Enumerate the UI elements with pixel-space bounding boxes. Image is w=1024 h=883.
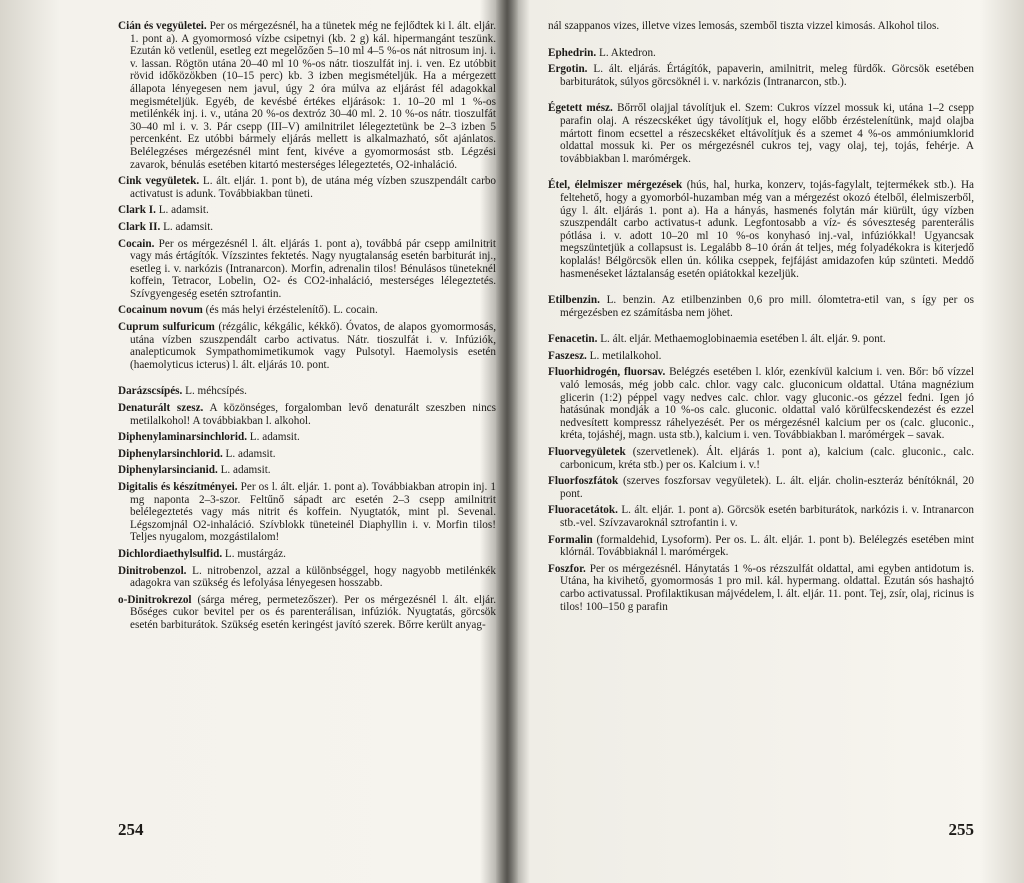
entry-text: Per os mérgezésnél, ha a tünetek még ne fejlődtek ki l. ált. eljár. 1. pont a). A gyomormosó vízbe csipetnyi (kb. 2 g) kál. hipermangánt teszünk. Ezután kö vetlenül, esetleg ezt megelőzően 5–10 ml 4–5 %-os nát nitrosum inj. i. v. lassan. Rögtön utána 20–40 ml 10 %-os nátr. tioszulfát inj. i. ven. Ez utóbbit rövid időközökben (10–15 perc) kb. 3 izben megismételjük. Ha a mérgezett állapota lényegesen nem javul, úgy 2 óra múlva az eljárást fél adagokkal megismételjük. Egyéb, de kevésbé értékes eljárások: 1. 10–20 ml 1 %-os metilénkék inj. i. v., utána 20 %-os dextróz 30–40 ml. 2. 10 %-os nátr. tioszulfát 30–40 ml i. v. 3. Pár csepp (III–V) amilnitrilet lélegeztetünk be 2–3 izben 5 percenként. Ez utóbbi bármely eljárás mellett is alkalmazható, sőt ajánlatos. Belélegzéses mérgezésnél mint fent, kivéve a gyomormosást stb. Légzési zavarok, bénulás esetében kitartó mesterséges lélegeztetés, O2-inhaláció. (130, 20, 497, 171)
entry-text: L. Aktedron. (598, 46, 656, 59)
book-gutter (496, 0, 518, 883)
dictionary-entry (548, 102, 974, 165)
right-page-entries (548, 20, 974, 613)
entry-text: L. metilalkohol. (589, 349, 662, 362)
entry-headword: Ephedrin. (548, 46, 597, 59)
entry-text: nál szappanos vizes, illetve vizes lemosás, szemből tiszta vizzel kimosás. Alkohol tilos. (548, 20, 940, 32)
dictionary-entry (118, 321, 496, 371)
entry-headword: Foszfor. (548, 562, 586, 575)
entry-text: L. benzin. Az etilbenzinben 0,6 pro mill. ólomtetra-etil van, s így per os mérgezésben ez számításba nem jöhet. (560, 294, 974, 319)
entry-headword: Denaturált szesz. (118, 402, 204, 415)
dictionary-entry (548, 294, 974, 319)
entry-text: L. nitrobenzol, azzal a különbséggel, hogy nagyobb metilénkék adagokra van szükség és lefolyása lényegesen hosszabb. (130, 564, 496, 590)
entry-text: Bőrről olajjal távolítjuk el. Szem: Cukros vízzel mossuk ki, utána 1–2 csepp parafin olaj. A részecskéket úgy távolítjuk el, hogy előbb érzéstelenítünk, majd olajba mártott finom ecsettel a részecskéket eltávolítjuk és a szemet 4 %-os ammóniumklorid oldattal mossuk ki. Per os mérgezésnél cukros tej, vagy olaj, tej, tojás, fehérje. A továbbiakban l. marómérgek. (560, 102, 974, 165)
entry-headword: Fluoracetátok. (548, 504, 618, 517)
right-page-number: 255 (948, 820, 974, 839)
dictionary-entry (548, 47, 974, 60)
dictionary-entry (118, 385, 496, 398)
dictionary-entry (548, 446, 974, 471)
dictionary-entry (548, 504, 974, 529)
dictionary-entry (118, 565, 496, 590)
entry-headword: Fenacetin. (548, 333, 598, 346)
entry-text: Per os mérgezésnél l. ált. eljárás 1. pont a), továbbá pár csepp amilnitrit vagy más értágítók. Vízszintes fektetés. Nagy nyugtalanság esetén barbiturát inj., esetleg i. v. narkózis (Intranarcon). Morfin, adrenalin tilos! Bénulásos tüneteknél koffein, Tetracor, Lobelin, O2- és CO2-inhaláció, mesterséges lélegeztetés. Szívgyengeség esetén sztrofantin. (130, 237, 496, 300)
entry-headword: Fluorhidrogén, fluorsav. (548, 366, 666, 379)
dictionary-entry (548, 63, 974, 88)
entry-text: L. méhcsípés. (185, 385, 247, 398)
dictionary-entry (118, 402, 496, 427)
dictionary-entry (548, 350, 974, 363)
left-page-entries (118, 20, 496, 632)
entry-headword: Faszesz. (548, 349, 587, 362)
entry-text: (hús, hal, hurka, konzerv, tojás-fagylalt, tejtermékek stb.). Ha feltehető, hogy a gyomorból-huzamban még van a mérgezést okozó ételből, élelmiszerből, úgy l. ált. eljárás 1. pont a). Ha a hányás, hasmenés folytán már kiürült, úgy vízben szuszpendált carbo activatus-t adunk. Legfontosabb a víz- és sóveszteség parenterális pótlása i. v. adott 10–20 ml 10 %-os konyhasó inj.-val, infúziókkal! Ugyancsak megszüntetjük a collapsust is. Legalább 8–10 órán át teljes, még folyadékokra is kiterjedő koplalás! Bélgörcsök ellen ún. kólika cseppek, fejfájást amidazofen kúp szünteti. Meddő hasmenéseket láztalanság esetén opiátokkal kezeljük. (560, 179, 974, 280)
entry-headword: Cocain. (118, 237, 155, 250)
entry-text: L. mustárgáz. (224, 547, 286, 560)
dictionary-entry (548, 179, 974, 280)
entry-text: (szervetlenek). Ált. eljárás 1. pont a), kalcium (calc. gluconic., calc. carbonicum, kréta stb.) per os. Kalcium i. v.! (560, 446, 974, 471)
entry-text: L. adamsit. (249, 431, 300, 444)
entry-headword: o-Dinitrokrezol (118, 593, 192, 606)
entry-headword: Fluorfoszfátok (548, 475, 619, 488)
entry-headword: Cocainum novum (118, 304, 203, 317)
entry-headword: Fluorvegyületek (548, 446, 626, 459)
dictionary-entry (118, 594, 496, 632)
entry-text: (formaldehid, Lysoform). Per os. L. ált. eljár. 1. pont b). Belélegzés esetében mint klórnál. Továbbiaknál l. marómérgek. (560, 533, 975, 559)
entry-text: L. ált. eljár. 1. pont a). Görcsök esetén barbiturátok, narkózis i. v. Intranarcon stb.-vel. Szívzavaroknál sztrofantin i. v. (560, 504, 975, 529)
entry-headword: Diphenylarsinchlorid. (118, 447, 223, 460)
dictionary-entry (118, 548, 496, 561)
entry-headword: Étel, élelmiszer mérgezések (548, 179, 683, 192)
entry-headword: Clark I. (118, 204, 156, 217)
dictionary-entry (118, 175, 496, 200)
entry-headword: Clark II. (118, 220, 161, 233)
entry-headword: Diphenylarsincianid. (118, 464, 218, 477)
entry-text: (szerves foszforsav vegyületek). L. ált. eljár. cholin-eszteráz bénítóknál, 20 pont. (560, 475, 974, 500)
entry-headword: Etilbenzin. (548, 294, 600, 307)
dictionary-entry (118, 20, 496, 171)
entry-text: L. ált. eljár. Methaemoglobinaemia esetében l. ált. eljár. 9. pont. (600, 333, 886, 346)
dictionary-entry (118, 221, 496, 234)
dictionary-entry (118, 481, 496, 544)
entry-text: A közönséges, forgalomban levő denaturált szeszben nincs metilalkohol! A továbbiakban l. alkohol. (130, 402, 497, 427)
left-page (118, 20, 497, 839)
entry-headword: Cink vegyületek. (118, 175, 200, 188)
entry-headword: Dichlordiaethylsulfid. (118, 547, 223, 560)
entry-text: (sárga méreg, permetezőszer). Per os mérgezésnél l. ált. eljár. Bőséges cukor bevitel per os és parenterálisan, infúziók. Nyugtatás, görcsök esetén barbiturátok. Szükség esetén keringést javító szerek. Bőrre került anyag- (130, 593, 497, 631)
entry-headword: Cián és vegyületei. (118, 20, 207, 32)
entry-headword: Digitalis és készítményei. (118, 481, 238, 493)
dictionary-entry (548, 534, 974, 559)
entry-headword: Diphenylaminarsinchlorid. (118, 431, 247, 444)
dictionary-entry (118, 464, 496, 477)
entry-headword: Formalin (548, 533, 593, 546)
entry-text: L. adamsit. (225, 447, 276, 460)
entry-text: Belégzés esetében l. klór, ezenkívül kalcium i. ven. Bőr: bő vízzel való lemosás, még jobb calc. chlor. vagy calc. gluconicum oldattal. Utána magnézium glicerin (1:2) péppel vagy nedves calc. chlor. vagy gluconic.-os gézzel fedni. Igen jó hatásúnak mondják a 10 %-os calc. gluconic. oldattal való körülfecskendezést és ezzel nedvesített kompressz ráhelyezését. Per os mérgezésnél kalcium per os (calc. gluconic., kréta, tojáshéj, magn. usta stb.), kalcium i. ven. Továbbiakban l. marómérgek – savak. (560, 366, 974, 442)
dictionary-entry (548, 20, 974, 33)
entry-text: Per os mérgezésnél. Hánytatás 1 %-os rézszulfát oldattal, ami egyben antidotum is. Utána, ha kivihető, gyomormosás 1 pro mil. kál. hypermang. oldattal. Ezután sós hashajtó carbo activatussal. Profilaktikusan májvédelem, l. ált. eljár. 11. pont. Tej, zsír, olaj, ricinus is tilos! 100–150 g parafin (560, 562, 975, 613)
dictionary-entry (118, 204, 496, 217)
dictionary-entry (548, 475, 974, 500)
entry-headword: Dinitrobenzol. (118, 564, 187, 577)
dictionary-entry (118, 431, 496, 444)
entry-text: (rézgálic, kékgálic, kékkő). Óvatos, de alapos gyomormosás, utána vízben szuszpendált carbo activatus. Nátr. tioszulfát i. v. Infúziók, analepticumok Sympathomimetikumok vagy Pulsotyl. Haemolysis esetén (haemolyticus icterus) l. ált. eljárás 10. pont. (130, 321, 496, 371)
entry-text: L. ált. eljárás. Értágítók, papaverin, amilnitrit, meleg fürdők. Görcsök esetében barbiturátok, súlyos görcsöknél i. v. narkózis (Intranarcon, stb.). (560, 63, 974, 88)
entry-text: Per os l. ált. eljár. 1. pont a). Továbbiakban atropin inj. 1 mg naponta 2–3-szor. Feltűnő sápadt arc esetén 2–3 csepp amilnitrit belélegeztetés vagy más nitrit és koffein. Nyugtatók, mint pl. Sevenal. Légszomjnál O2-inhaláció. Szívblokk tüneteinél Diaphyllin i. v. Morfin tilos! Teljes nyugalom, mozgástilalom! (130, 481, 497, 544)
dictionary-entry (118, 448, 496, 461)
dictionary-entry (548, 563, 974, 613)
entry-text: L. adamsit. (220, 464, 271, 477)
entry-text: L. ált. eljár. 1. pont b), de utána még vízben szuszpendált carbo activatust is adunk. Továbbiakban tüneti. (130, 175, 497, 200)
dictionary-entry (548, 366, 974, 442)
entry-text: (és más helyi érzéstelenítő). L. cocain. (205, 304, 378, 317)
dictionary-entry (118, 238, 496, 301)
dictionary-entry (118, 304, 496, 317)
entry-text: L. adamsit. (158, 204, 209, 217)
dictionary-entry (548, 333, 974, 346)
entry-headword: Égetett mész. (548, 102, 613, 115)
entry-headword: Darázscsípés. (118, 385, 183, 398)
entry-headword: Ergotin. (548, 63, 588, 76)
entry-headword: Cuprum sulfuricum (118, 321, 215, 334)
left-page-number: 254 (118, 820, 144, 839)
entry-text: L. adamsit. (163, 220, 214, 233)
right-page (548, 20, 975, 839)
